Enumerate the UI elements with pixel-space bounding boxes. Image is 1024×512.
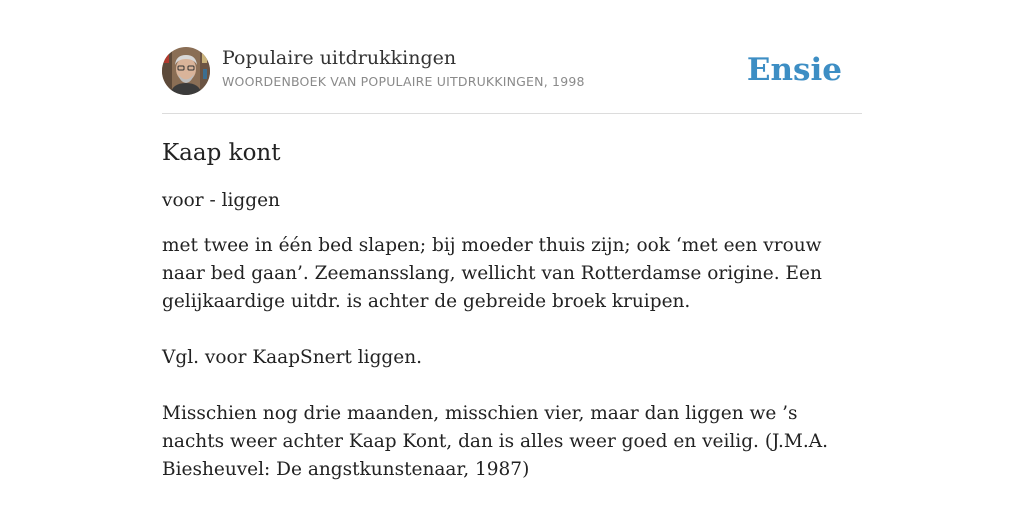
author-name[interactable]: Populaire uitdrukkingen [222,47,457,69]
entry-header [162,46,862,114]
entry-body [162,232,862,484]
entry-card [162,46,862,512]
body-paragraph: Misschien nog drie maanden, misschien vier, maar dan liggen we ’s nachts weer achter Kaap Kont, dan is alles weer goed en veilig. (J.M.A. Biesheuvel: De angstkunstenaar, 1987) [162,403,828,480]
author-photo-icon [162,47,210,95]
author-avatar[interactable] [162,47,210,95]
ensie-logo-link[interactable]: Ensie [746,52,842,88]
body-paragraph: met twee in één bed slapen; bij moeder thuis zijn; ook ‘met een vrouw naar bed gaan’. Zeemansslang, wellicht van Rotterdamse origine. Een gelijkaardige uitdr. is achter de gebreide broek kruipen. [162,235,822,312]
entry-subtitle: voor - liggen [162,190,280,211]
author-info [222,46,585,89]
source-label: WOORDENBOEK VAN POPULAIRE UITDRUKKINGEN, 1998 [222,74,585,89]
body-paragraph: Vgl. voor KaapSnert liggen. [162,347,423,368]
entry-title: Kaap kont [162,140,281,166]
